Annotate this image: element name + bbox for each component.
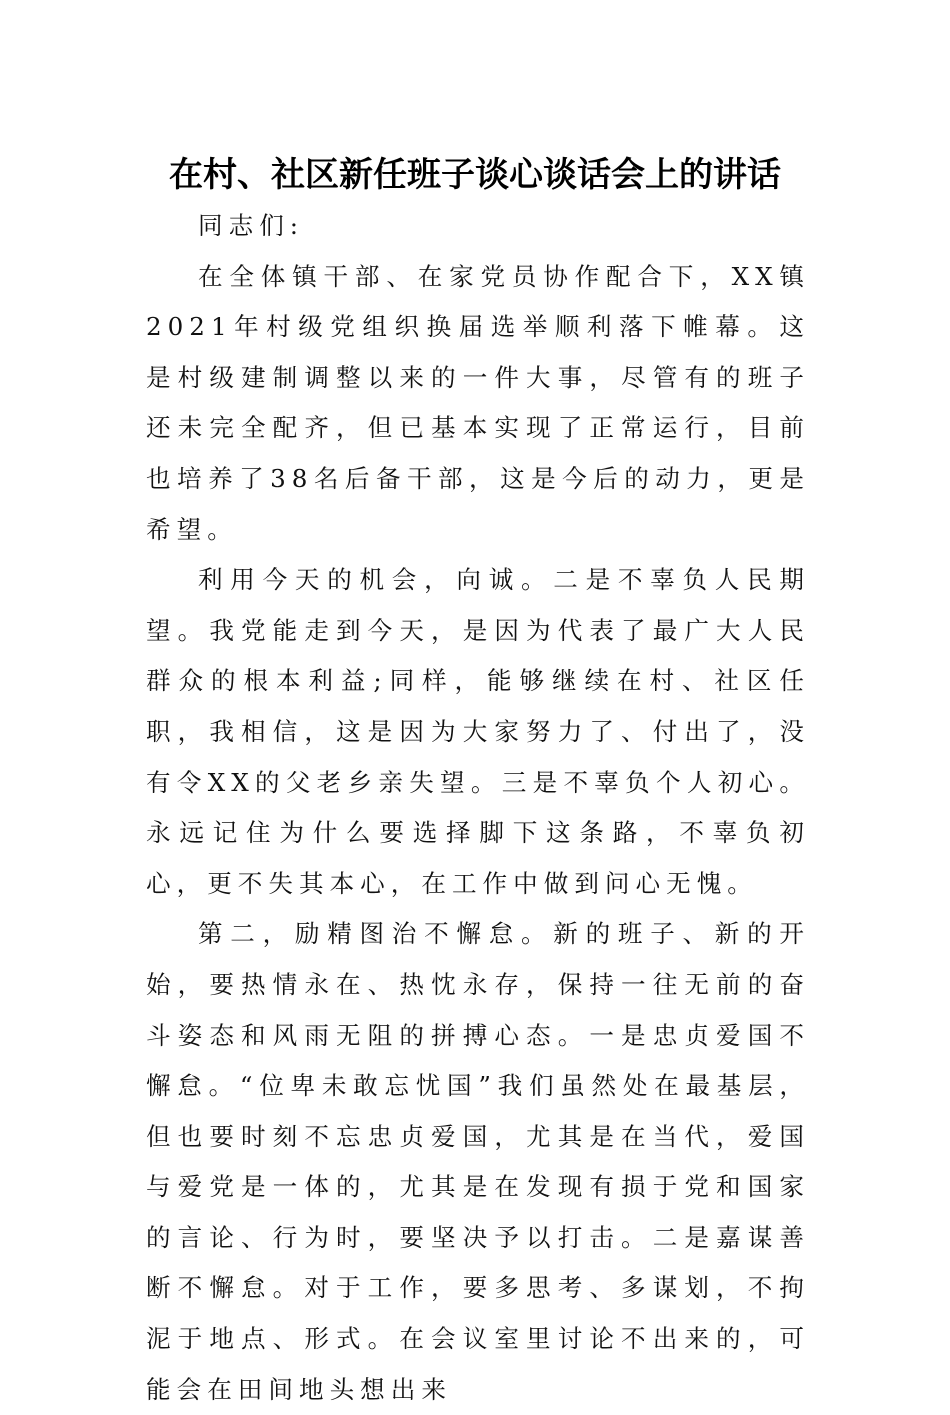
- document-body: [146, 201, 810, 1415]
- salutation-paragraph: 同志们:: [198, 211, 305, 240]
- body-paragraph: 利用今天的机会，向诚。二是不辜负人民期望。我党能走到今天，是因为代表了最广大人民群众的根本利益;同样，能够继续在村、社区任职，我相信，这是因为大家努力了、付出了，没有令XX的父老乡亲失望。三是不辜负个人初心。永远记住为什么要选择脚下这条路，不辜负初心，更不失其本心，在工作中做到问心无愧。: [146, 565, 810, 898]
- document-title: 在村、社区新任班子谈心谈话会上的讲话: [169, 155, 781, 195]
- body-paragraph: 第二，励精图治不懈怠。新的班子、新的开始，要热情永在、热忱永存，保持一往无前的奋斗姿态和风雨无阻的拼搏心态。一是忠贞爱国不懈怠。“位卑未敢忘忧国”我们虽然处在最基层，但也要时刻不忘忠贞爱国，尤其是在当代，爱国与爱党是一体的，尤其是在发现有损于党和国家的言论、行为时，要坚决予以打击。二是嘉谋善断不懈怠。对于工作，要多思考、多谋划，不拘泥于地点、形式。在会议室里讨论不出来的，可能会在田间地头想出来: [146, 919, 810, 1404]
- body-paragraph: 在全体镇干部、在家党员协作配合下，XX镇2021年村级党组织换届选举顺利落下帷幕。这是村级建制调整以来的一件大事，尽管有的班子还未完全配齐，但已基本实现了正常运行，目前也培养了38名后备干部，这是今后的动力，更是希望。: [146, 261, 810, 544]
